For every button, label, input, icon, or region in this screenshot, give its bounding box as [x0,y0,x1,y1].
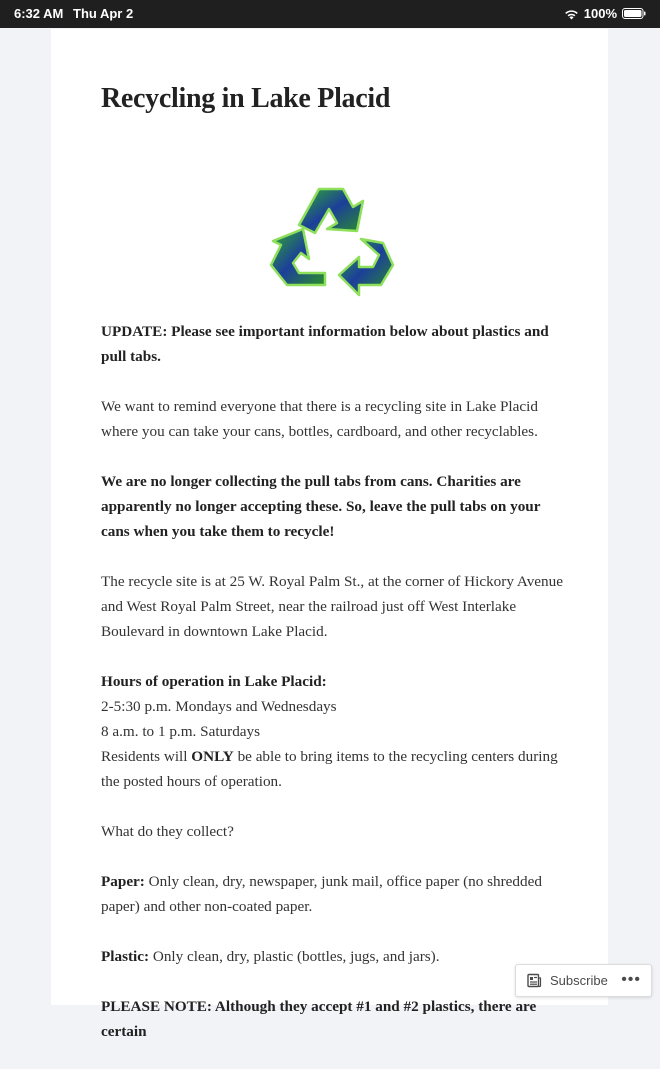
what-collect-paragraph: What do they collect? [101,823,234,840]
status-indicators [564,6,646,21]
plastic-label: Plastic: [101,948,150,965]
status-time: 6:32 AM [14,6,64,21]
intro-paragraph: We want to remind everyone that there is a recycling site in Lake Placid where you can take your cans, bottles, cardboard, and other recyclables. [101,398,538,440]
more-options-icon[interactable]: ••• [621,971,641,988]
residents-only: ONLY [191,748,234,765]
battery-percent: 100% [583,6,617,21]
post-content [101,319,563,1069]
hours-heading: Hours of operation in Lake Placid: [101,673,327,690]
status-date: Thu Apr 2 [73,6,134,21]
paper-label: Paper: [101,873,145,890]
wifi-icon [564,8,579,20]
status-bar [0,0,660,28]
note-paragraph [101,994,563,1044]
post-title: Recycling in Lake Placid [101,83,391,114]
paper-text: Only clean, dry, newspaper, junk mail, office paper (no shredded paper) and other non-coated paper. [101,873,542,915]
hours-paragraph [101,669,563,794]
residents-post: be able to bring items to the recycling centers during the posted hours of operation. [101,748,558,790]
pull-tabs-paragraph [101,469,563,544]
plastic-text: Only clean, dry, plastic (bottles, jugs, and jars). [152,948,440,965]
note-text: PLEASE NOTE: Although they accept #1 and #2 plastics, there are certain [101,998,537,1040]
hours-line-1: 2-5:30 p.m. Mondays and Wednesdays [101,698,337,715]
update-paragraph [101,319,563,369]
hours-line-2: 8 a.m. to 1 p.m. Saturdays [101,723,261,740]
subscribe-bar [515,964,652,997]
reader-icon[interactable] [527,973,542,988]
recycle-icon [261,167,401,297]
update-text: UPDATE: Please see important information below about plastics and pull tabs. [101,323,549,365]
residents-pre: Residents will [101,748,188,765]
plastic-paragraph [101,944,563,969]
pull-tabs-text: We are no longer collecting the pull tabs from cans. Charities are apparently no longer accepting these. So, leave the pull tabs on your cans when you take them to recycle! [101,473,541,540]
battery-icon [622,8,646,19]
paper-paragraph [101,869,563,919]
subscribe-button[interactable]: Subscribe [550,973,608,988]
location-paragraph: The recycle site is at 25 W. Royal Palm St., at the corner of Hickory Avenue and West Royal Palm Street, near the railroad just off West Interlake Boulevard in downtown Lake Placid. [101,573,563,640]
post-card [51,29,608,1040]
